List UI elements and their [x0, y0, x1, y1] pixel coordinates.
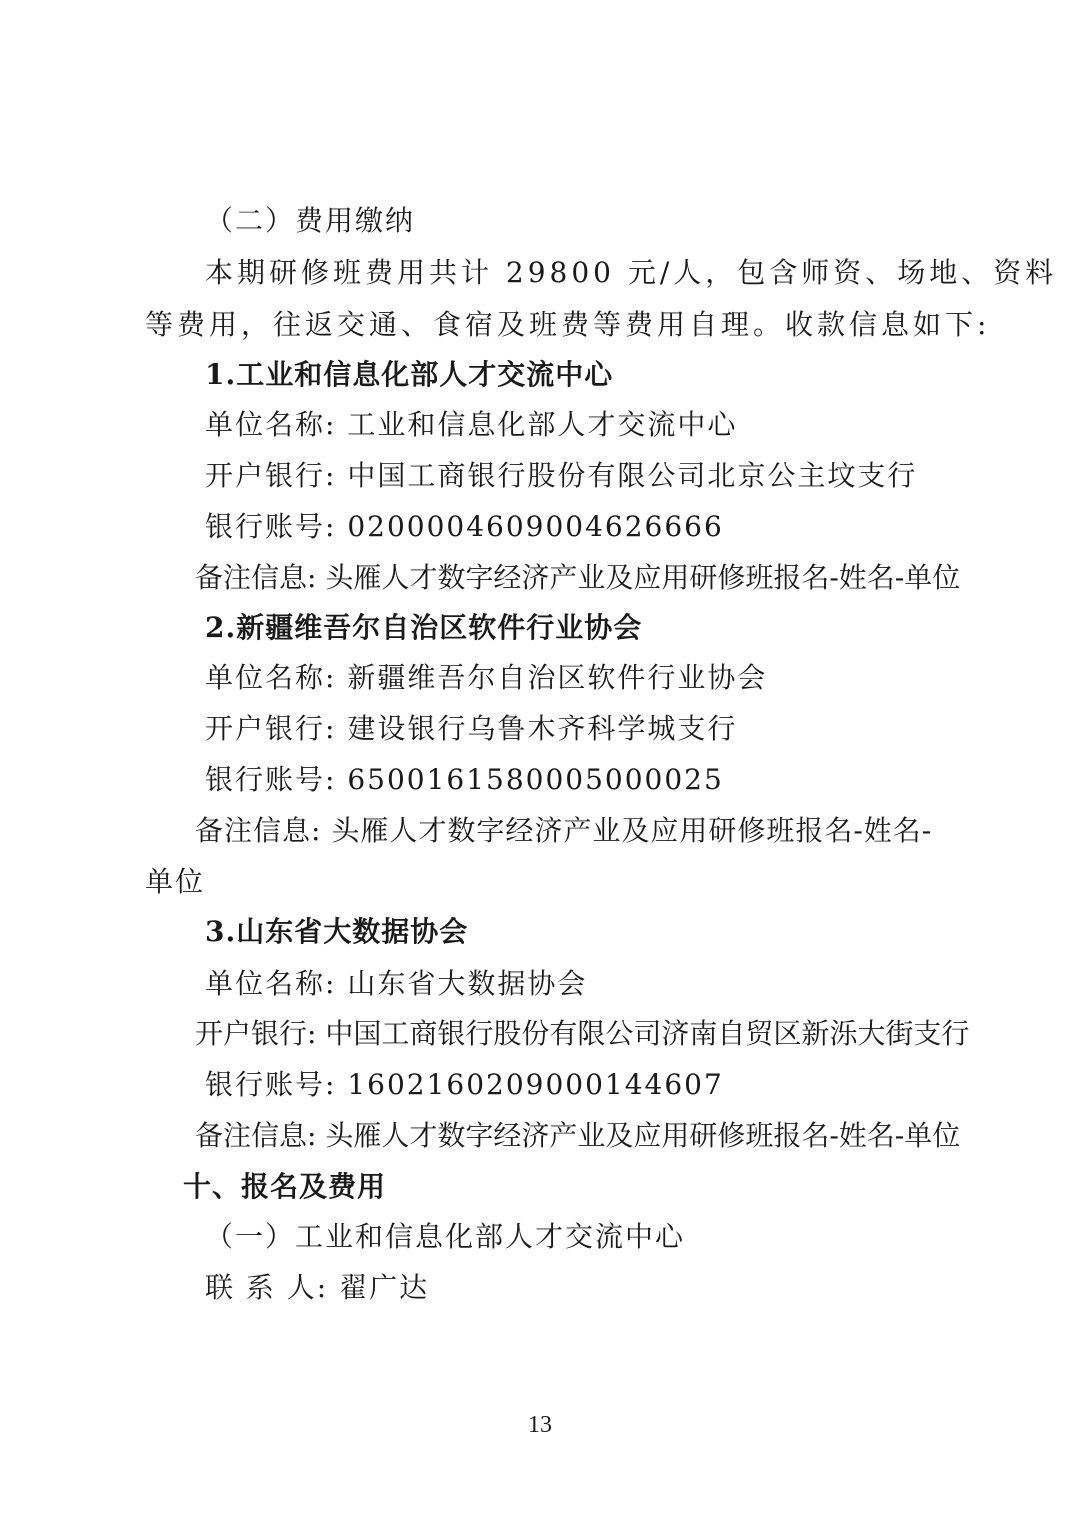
account-2-unit: 单位名称: 新疆维吾尔自治区软件行业协会 — [205, 661, 768, 694]
account-2-note-line2: 单位 — [145, 865, 206, 898]
registration-heading: 十、报名及费用 — [183, 1170, 387, 1203]
account-1-title: 1.工业和信息化部人才交流中心 — [205, 358, 614, 391]
account-3-number: 银行账号: 1602160209000144607 — [205, 1068, 724, 1101]
registration-contact: 联 系 人: 翟广达 — [205, 1271, 430, 1304]
account-3-unit: 单位名称: 山东省大数据协会 — [205, 967, 588, 1000]
account-1-number: 银行账号: 0200004609004626666 — [205, 510, 724, 543]
account-3-note: 备注信息: 头雁人才数字经济产业及应用研修班报名-姓名-单位 — [195, 1119, 961, 1152]
account-2-number: 银行账号: 6500161580005000025 — [205, 763, 724, 796]
account-2-title: 2.新疆维吾尔自治区软件行业协会 — [205, 611, 643, 644]
account-2-bank: 开户银行: 建设银行乌鲁木齐科学城支行 — [205, 712, 738, 745]
page-number: 13 — [528, 1412, 552, 1438]
account-3-title: 3.山东省大数据协会 — [205, 915, 469, 948]
account-3-bank: 开户银行: 中国工商银行股份有限公司济南自贸区新泺大街支行 — [195, 1017, 970, 1050]
account-2-note-line1: 备注信息: 头雁人才数字经济产业及应用研修班报名-姓名- — [195, 814, 933, 847]
registration-sub-heading: （一）工业和信息化部人才交流中心 — [205, 1220, 686, 1253]
fee-paragraph-line2: 等费用，往返交通、食宿及班费等费用自理。收款信息如下: — [145, 308, 991, 341]
fee-heading: （二）费用缴纳 — [205, 204, 416, 237]
account-1-unit: 单位名称: 工业和信息化部人才交流中心 — [205, 408, 738, 441]
fee-paragraph-line1: 本期研修班费用共计 29800 元/人，包含师资、场地、资料 — [205, 256, 1058, 289]
account-1-bank: 开户银行: 中国工商银行股份有限公司北京公主坟支行 — [205, 459, 918, 492]
account-1-note: 备注信息: 头雁人才数字经济产业及应用研修班报名-姓名-单位 — [195, 561, 961, 594]
